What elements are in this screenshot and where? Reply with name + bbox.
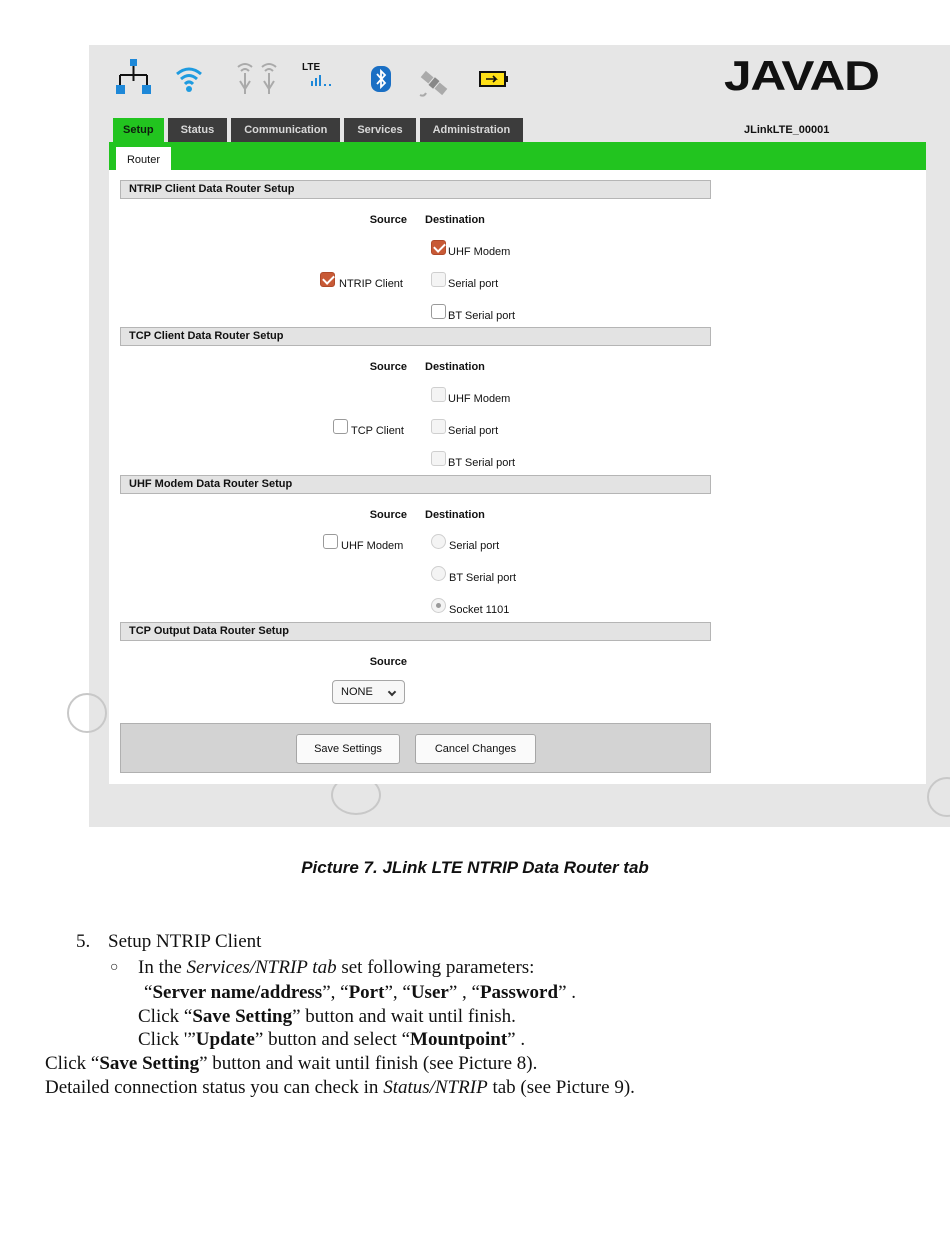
ntrip-dest-bt-label: BT Serial port	[448, 310, 516, 322]
tcp-client-source-label: TCP Client	[351, 425, 404, 437]
chevron-down-icon	[388, 688, 396, 696]
uhf-dest-serial-radio[interactable]	[431, 534, 446, 549]
javad-logo: JAVAD	[724, 52, 879, 99]
uhf-modem-source-label: UHF Modem	[341, 540, 404, 552]
tcp-dest-bt-checkbox[interactable]	[431, 451, 446, 466]
tcp-dest-uhf-checkbox[interactable]	[431, 387, 446, 402]
destination-label: Destination	[425, 214, 485, 226]
uhf-dest-serial-label: Serial port	[449, 540, 500, 552]
tcp-dest-bt-label: BT Serial port	[448, 457, 516, 469]
step-title: Setup NTRIP Client	[108, 931, 262, 952]
tab-services[interactable]: Services	[344, 118, 415, 142]
section-header-tcp-client: TCP Client Data Router Setup	[120, 327, 711, 346]
tcp-dest-serial-checkbox[interactable]	[431, 419, 446, 434]
source-label: Source	[369, 361, 407, 373]
decorative-arc	[67, 693, 107, 733]
lte-signal-icon	[311, 73, 341, 87]
uhf-dest-bt-label: BT Serial port	[449, 572, 517, 584]
screenshot-frame	[89, 45, 950, 827]
ntrip-dest-serial-label: Serial port	[448, 278, 499, 290]
tab-status[interactable]: Status	[168, 118, 228, 142]
tab-administration[interactable]: Administration	[420, 118, 524, 142]
main-tabs	[113, 118, 523, 142]
instruction-line-4: Click '”Update” button and select “Mountpoint” .	[138, 1029, 526, 1050]
lte-label: LTE	[302, 62, 321, 73]
uhf-dest-socket-label: Socket 1101	[449, 604, 510, 616]
satellite-icon	[416, 65, 452, 101]
section-header-uhf: UHF Modem Data Router Setup	[120, 475, 711, 494]
network-icon	[115, 59, 151, 95]
figure-caption: Picture 7. JLink LTE NTRIP Data Router tab	[301, 858, 649, 877]
tab-setup[interactable]: Setup	[113, 118, 164, 142]
save-settings-button[interactable]: Save Settings	[296, 734, 400, 764]
battery-icon	[479, 70, 509, 88]
source-label: Source	[369, 656, 407, 668]
instruction-line-3: Click “Save Setting” button and wait until finish.	[138, 1006, 516, 1027]
decorative-arc	[927, 777, 950, 817]
instruction-line-5: Click “Save Setting” button and wait until finish (see Picture 8).	[45, 1053, 538, 1074]
source-label: Source	[369, 214, 407, 226]
tcp-client-source-checkbox[interactable]	[333, 419, 348, 434]
instruction-line-2: “Server name/address”, “Port”, “User” , “Password” .	[144, 982, 576, 1003]
cancel-changes-button[interactable]: Cancel Changes	[415, 734, 536, 764]
source-label: Source	[369, 509, 407, 521]
section-header-tcp-output: TCP Output Data Router Setup	[120, 622, 711, 641]
step-number: 5.	[76, 931, 91, 952]
instruction-line-1: In the Services/NTRIP tab set following parameters:	[138, 957, 535, 978]
ntrip-dest-bt-checkbox[interactable]	[431, 304, 446, 319]
section-header-ntrip: NTRIP Client Data Router Setup	[120, 180, 711, 199]
ntrip-dest-uhf-label: UHF Modem	[448, 246, 511, 258]
device-name: JLinkLTE_00001	[744, 124, 830, 136]
uhf-modem-source-checkbox[interactable]	[323, 534, 338, 549]
tab-communication[interactable]: Communication	[231, 118, 340, 142]
subtab-bar	[109, 142, 926, 170]
ntrip-dest-uhf-checkbox[interactable]	[431, 240, 446, 255]
ntrip-dest-serial-checkbox[interactable]	[431, 272, 446, 287]
subtab-router[interactable]: Router	[116, 147, 171, 173]
ntrip-client-source-label: NTRIP Client	[339, 278, 403, 290]
instruction-line-6: Detailed connection status you can check in Status/NTRIP tab (see Picture 9).	[45, 1077, 635, 1098]
router-panel	[109, 170, 926, 784]
ntrip-client-source-checkbox[interactable]	[320, 272, 335, 287]
button-bar	[120, 723, 711, 773]
tcp-output-source-select[interactable]	[332, 680, 405, 704]
uhf-dest-bt-radio[interactable]	[431, 566, 446, 581]
tcp-dest-uhf-label: UHF Modem	[448, 393, 511, 405]
bullet-icon: ○	[110, 960, 119, 975]
bluetooth-icon	[371, 66, 391, 92]
destination-label: Destination	[425, 509, 485, 521]
destination-label: Destination	[425, 361, 485, 373]
dual-antenna-icon	[235, 61, 283, 95]
uhf-dest-socket-radio[interactable]	[431, 598, 446, 613]
tcp-dest-serial-label: Serial port	[448, 425, 499, 437]
tcp-output-source-value: NONE	[341, 686, 373, 698]
wifi-icon	[175, 65, 203, 93]
